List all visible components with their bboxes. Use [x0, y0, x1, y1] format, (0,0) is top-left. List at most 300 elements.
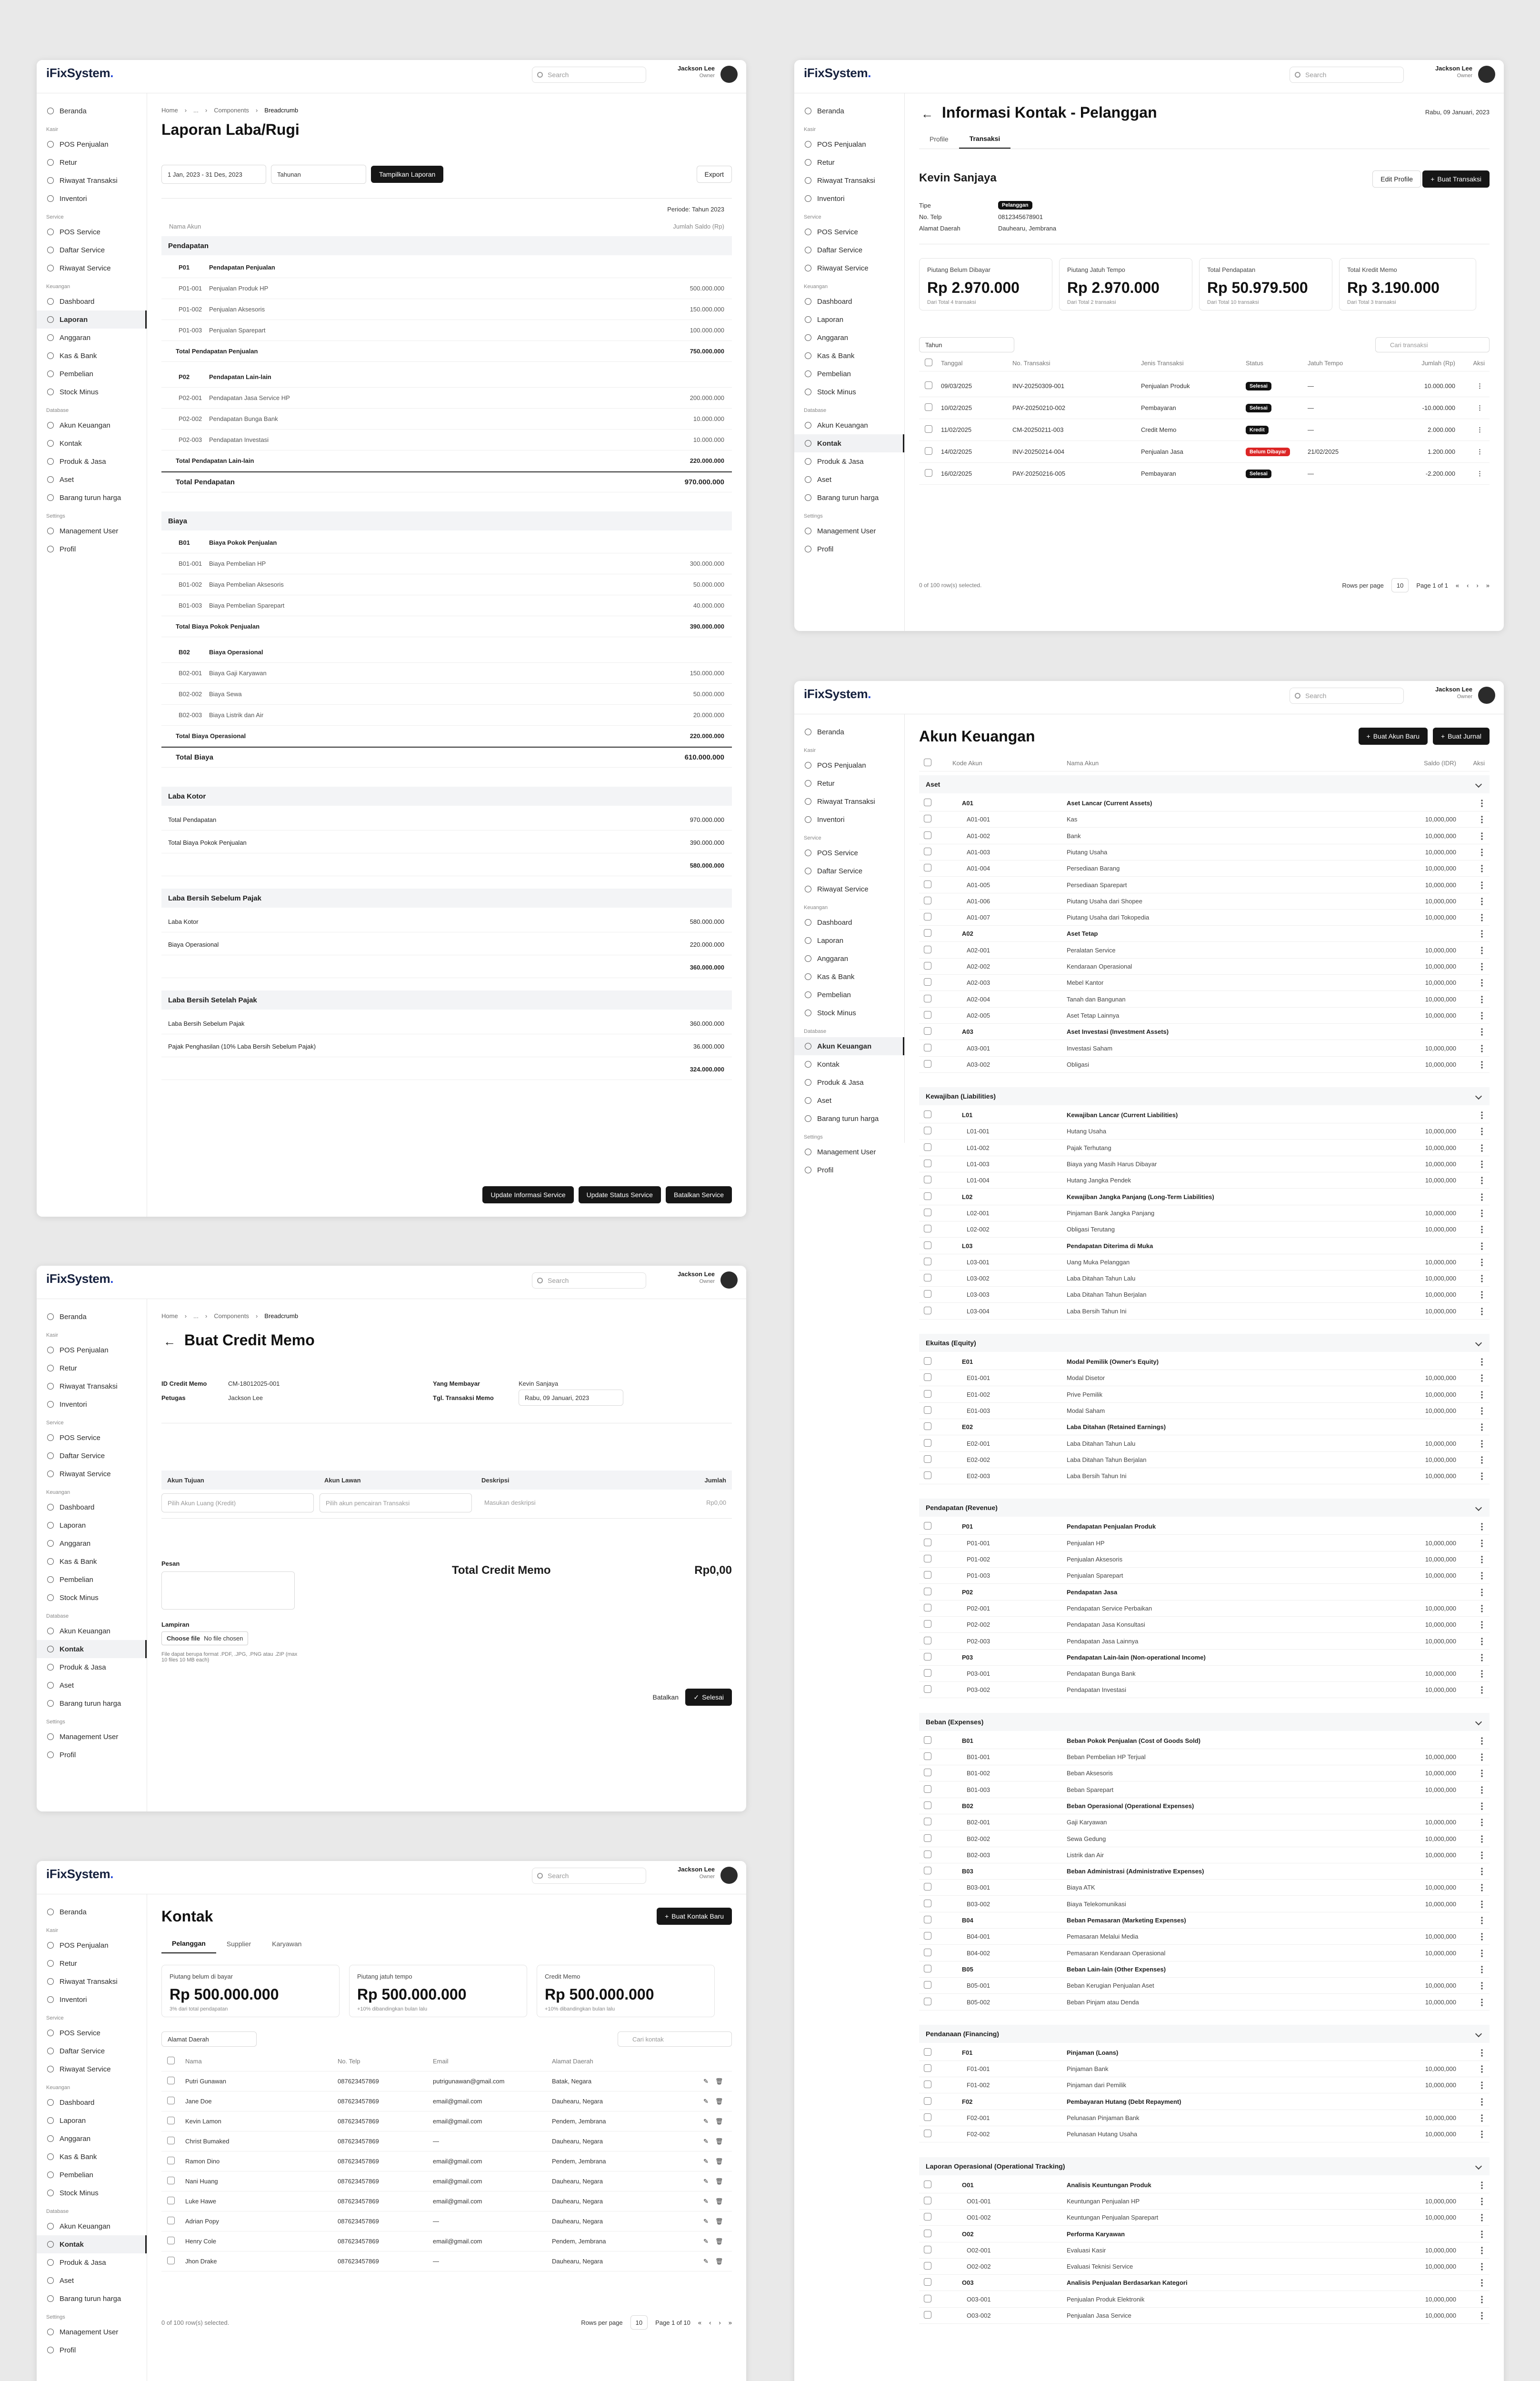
trash-icon[interactable]: 🗑 — [715, 2137, 723, 2145]
sidebar-item-pembelian[interactable] — [37, 2166, 147, 2184]
more-options-icon[interactable] — [1481, 1835, 1483, 1843]
tab-supplier[interactable]: Supplier — [226, 1940, 251, 1948]
tab-pelanggan[interactable]: Pelanggan — [161, 1934, 216, 1953]
table-row[interactable]: F02-002 Pelunasan Hutang Usaha 10,000,000 — [919, 2126, 1490, 2142]
sidebar-item-barang-turun-harga[interactable] — [794, 489, 904, 507]
more-options-icon[interactable]: ⋮ — [1477, 426, 1483, 433]
more-options-icon[interactable] — [1481, 2065, 1483, 2073]
account-group-header[interactable]: Pendanaan (Financing) — [919, 2025, 1490, 2043]
more-options-icon[interactable]: ⋮ — [1477, 404, 1483, 411]
account-group-header[interactable]: Aset — [919, 775, 1490, 793]
sidebar-item-riwayat-transaksi[interactable] — [37, 171, 147, 190]
table-row[interactable]: A01-002 Bank 10,000,000 — [919, 828, 1490, 844]
row-checkbox[interactable] — [924, 1176, 931, 1183]
sidebar-item-pos-penjualan[interactable] — [794, 135, 904, 153]
more-options-icon[interactable] — [1481, 1011, 1483, 1020]
sidebar-item-aset[interactable] — [37, 2271, 147, 2290]
table-row[interactable] — [919, 441, 1490, 463]
table-row[interactable]: P02-001 Pendapatan Service Perbaikan 10,000,000 — [919, 1601, 1490, 1617]
sidebar-item-stock-minus[interactable] — [37, 2184, 147, 2202]
row-checkbox[interactable] — [924, 1307, 931, 1314]
more-options-icon[interactable] — [1481, 1571, 1483, 1580]
more-options-icon[interactable] — [1481, 1932, 1483, 1941]
back-arrow-icon[interactable]: ← — [921, 107, 933, 121]
row-checkbox[interactable] — [924, 995, 931, 1002]
sidebar-item-dashboard[interactable] — [794, 292, 904, 310]
sidebar-item-dashboard[interactable] — [37, 292, 147, 310]
table-row[interactable]: A01-004 Persediaan Barang 10,000,000 — [919, 860, 1490, 877]
table-row[interactable]: L02 Kewajiban Jangka Panjang (Long-Term Liabilities) — [919, 1189, 1490, 1205]
account-group-header[interactable]: Pendapatan (Revenue) — [919, 1499, 1490, 1517]
sidebar-item-stock-minus[interactable] — [37, 1589, 147, 1607]
sidebar-item-produk-jasa[interactable] — [37, 1658, 147, 1676]
table-row[interactable]: A02-003 Mebel Kantor 10,000,000 — [919, 975, 1490, 991]
row-checkbox[interactable] — [924, 1900, 931, 1907]
row-checkbox[interactable] — [924, 962, 931, 970]
table-row[interactable]: P01 Pendapatan Penjualan Produk — [919, 1519, 1490, 1535]
row-checkbox[interactable] — [167, 2217, 175, 2224]
table-row[interactable]: L03 Pendapatan Diterima di Muka — [919, 1238, 1490, 1254]
more-options-icon[interactable] — [1481, 1998, 1483, 2007]
sidebar-item-kontak[interactable] — [37, 1640, 147, 1658]
row-checkbox[interactable] — [924, 1471, 931, 1479]
edit-icon[interactable]: ✎ — [703, 2177, 709, 2185]
search-input[interactable]: Search — [532, 1272, 646, 1289]
sidebar-item-beranda[interactable] — [37, 1903, 147, 1921]
table-row[interactable]: B01-002 Beban Aksesoris 10,000,000 — [919, 1765, 1490, 1781]
row-checkbox[interactable] — [924, 897, 931, 904]
trash-icon[interactable]: 🗑 — [715, 2177, 723, 2185]
table-row[interactable] — [161, 2251, 732, 2271]
more-options-icon[interactable] — [1481, 1949, 1483, 1958]
table-row[interactable]: A03-001 Investasi Saham 10,000,000 — [919, 1040, 1490, 1057]
table-row[interactable]: B01 Beban Pokok Penjualan (Cost of Goods Sold) — [919, 1733, 1490, 1749]
sidebar-item-inventori[interactable] — [37, 1395, 147, 1413]
table-row[interactable]: P02-003 Pendapatan Jasa Lainnya 10,000,000 — [919, 1633, 1490, 1650]
row-checkbox[interactable] — [167, 2097, 175, 2104]
row-checkbox[interactable] — [924, 1373, 931, 1381]
row-checkbox[interactable] — [924, 1258, 931, 1265]
row-checkbox[interactable] — [924, 913, 931, 920]
more-options-icon[interactable] — [1481, 913, 1483, 922]
row-checkbox[interactable] — [924, 1752, 931, 1760]
table-row[interactable]: E01-001 Modal Disetor 10,000,000 — [919, 1370, 1490, 1386]
row-checkbox[interactable] — [924, 1439, 931, 1447]
row-checkbox[interactable] — [924, 1965, 931, 1972]
table-row[interactable] — [919, 419, 1490, 441]
more-options-icon[interactable] — [1481, 1193, 1483, 1201]
row-checkbox[interactable] — [924, 1653, 931, 1661]
more-options-icon[interactable] — [1481, 2230, 1483, 2239]
more-options-icon[interactable] — [1481, 1786, 1483, 1794]
table-row[interactable]: L01-002 Pajak Terhutang 10,000,000 — [919, 1140, 1490, 1156]
row-checkbox[interactable] — [924, 1916, 931, 1923]
sidebar-item-pos-service[interactable] — [37, 1429, 147, 1447]
row-checkbox[interactable] — [924, 1225, 931, 1232]
sidebar-item-dashboard[interactable] — [37, 2093, 147, 2111]
more-options-icon[interactable] — [1481, 1358, 1483, 1366]
table-row[interactable] — [161, 2131, 732, 2151]
row-checkbox[interactable] — [924, 1883, 931, 1891]
update-info-button[interactable]: Update Informasi Service — [482, 1186, 573, 1203]
sidebar-item-kontak[interactable] — [794, 434, 904, 452]
edit-icon[interactable]: ✎ — [703, 2097, 709, 2105]
sidebar-item-laporan[interactable] — [37, 2111, 147, 2130]
row-checkbox[interactable] — [924, 2130, 931, 2137]
sidebar-item-inventori[interactable] — [37, 190, 147, 208]
sidebar-item-pos-service[interactable] — [794, 223, 904, 241]
more-options-icon[interactable] — [1481, 979, 1483, 987]
table-row[interactable]: A02-002 Kendaraan Operasional 10,000,000 — [919, 959, 1490, 975]
row-checkbox[interactable] — [167, 2077, 175, 2084]
period-select[interactable]: Tahunan — [271, 165, 366, 184]
more-options-icon[interactable] — [1481, 930, 1483, 938]
contact-search[interactable]: Cari kontak — [618, 2031, 732, 2047]
tab-karyawan[interactable]: Karyawan — [272, 1940, 302, 1948]
table-row[interactable]: E01 Modal Pemilik (Owner's Equity) — [919, 1354, 1490, 1370]
sidebar-item-pembelian[interactable] — [37, 1571, 147, 1589]
sidebar-item-pos-service[interactable] — [37, 2024, 147, 2042]
table-row[interactable]: E01-002 Prive Pemilik 10,000,000 — [919, 1387, 1490, 1403]
table-row[interactable] — [919, 397, 1490, 419]
sidebar-item-riwayat-transaksi[interactable] — [794, 171, 904, 190]
table-row[interactable]: P03-002 Pendapatan Investasi 10,000,000 — [919, 1682, 1490, 1698]
row-checkbox[interactable] — [924, 1455, 931, 1463]
table-row[interactable] — [919, 463, 1490, 485]
more-options-icon[interactable] — [1481, 1900, 1483, 1909]
more-options-icon[interactable] — [1481, 1242, 1483, 1251]
row-checkbox[interactable] — [924, 864, 931, 871]
table-row[interactable]: E02-001 Laba Ditahan Tahun Lalu 10,000,000 — [919, 1436, 1490, 1452]
table-row[interactable] — [161, 2151, 732, 2171]
sidebar-item-produk-jasa[interactable] — [794, 1073, 904, 1091]
row-checkbox[interactable] — [924, 2278, 931, 2286]
sidebar-item-daftar-service[interactable] — [37, 1447, 147, 1465]
table-row[interactable]: B05-002 Beban Pinjam atau Denda 10,000,000 — [919, 1994, 1490, 2011]
last-page-button[interactable]: » — [1486, 581, 1490, 589]
sidebar-item-akun-keuangan[interactable] — [794, 1037, 904, 1055]
prev-page-button[interactable]: ‹ — [709, 2319, 711, 2326]
row-checkbox[interactable] — [924, 2197, 931, 2204]
sidebar-item-riwayat-service[interactable] — [37, 259, 147, 277]
message-input[interactable] — [161, 1571, 295, 1610]
more-options-icon[interactable] — [1481, 1883, 1483, 1892]
table-row[interactable]: B04-002 Pemasaran Kendaraan Operasional 10,000,000 — [919, 1945, 1490, 1961]
table-row[interactable]: L03-003 Laba Ditahan Tahun Berjalan 10,000,000 — [919, 1287, 1490, 1303]
more-options-icon[interactable] — [1481, 1307, 1483, 1316]
more-options-icon[interactable] — [1481, 881, 1483, 890]
row-checkbox[interactable] — [924, 2230, 931, 2237]
new-journal-button[interactable]: + Buat Jurnal — [1433, 728, 1490, 745]
table-row[interactable]: L02-001 Pinjaman Bank Jangka Panjang 10,000,000 — [919, 1205, 1490, 1221]
more-options-icon[interactable]: ⋮ — [1477, 382, 1483, 390]
table-row[interactable]: B05-001 Beban Kerugian Penjualan Aset 10,000,000 — [919, 1978, 1490, 1994]
sidebar-item-akun-keuangan[interactable] — [37, 2217, 147, 2235]
more-options-icon[interactable] — [1481, 1522, 1483, 1531]
next-page-button[interactable]: › — [1476, 581, 1479, 589]
table-row[interactable]: E02-003 Laba Bersih Tahun Ini 10,000,000 — [919, 1468, 1490, 1484]
table-row[interactable]: L03-002 Laba Ditahan Tahun Lalu 10,000,000 — [919, 1271, 1490, 1287]
table-row[interactable]: O02-001 Evaluasi Kasir 10,000,000 — [919, 2242, 1490, 2259]
more-options-icon[interactable] — [1481, 946, 1483, 955]
row-checkbox[interactable] — [924, 1571, 931, 1579]
row-checkbox[interactable] — [924, 1110, 931, 1118]
row-checkbox[interactable] — [924, 1604, 931, 1611]
more-options-icon[interactable] — [1481, 1028, 1483, 1036]
row-checkbox[interactable] — [924, 1949, 931, 1956]
more-options-icon[interactable] — [1481, 1965, 1483, 1974]
sidebar-item-aset[interactable] — [794, 1091, 904, 1110]
table-row[interactable]: P01-003 Penjualan Sparepart 10,000,000 — [919, 1568, 1490, 1584]
edit-icon[interactable]: ✎ — [703, 2157, 709, 2165]
more-options-icon[interactable]: ⋮ — [1477, 448, 1483, 455]
row-checkbox[interactable] — [924, 2113, 931, 2121]
rows-per-page-select[interactable]: 10 — [1391, 578, 1409, 592]
more-options-icon[interactable] — [1481, 995, 1483, 1004]
more-options-icon[interactable] — [1481, 1686, 1483, 1694]
sidebar-item-pos-service[interactable] — [37, 223, 147, 241]
row-checkbox[interactable] — [924, 1060, 931, 1068]
trash-icon[interactable]: 🗑 — [715, 2237, 723, 2245]
row-checkbox[interactable] — [924, 2246, 931, 2253]
amount-input[interactable]: Rp0,00 — [706, 1499, 726, 1506]
sidebar-item-akun-keuangan[interactable] — [37, 1622, 147, 1640]
row-checkbox[interactable] — [924, 1588, 931, 1595]
row-checkbox[interactable] — [924, 1241, 931, 1249]
row-checkbox[interactable] — [924, 880, 931, 888]
row-checkbox[interactable] — [925, 469, 932, 477]
sidebar-item-profil[interactable] — [37, 540, 147, 558]
sidebar-item-beranda[interactable] — [794, 723, 904, 741]
sidebar-item-management-user[interactable] — [37, 522, 147, 540]
table-row[interactable]: O01 Analisis Keuntungan Produk — [919, 2177, 1490, 2193]
row-checkbox[interactable] — [924, 2295, 931, 2302]
row-checkbox[interactable] — [167, 2177, 175, 2184]
account-group-header[interactable]: Ekuitas (Equity) — [919, 1334, 1490, 1352]
sidebar-item-riwayat-service[interactable] — [37, 2060, 147, 2078]
sidebar-item-anggaran[interactable] — [794, 950, 904, 968]
sidebar-item-barang-turun-harga[interactable] — [37, 489, 147, 507]
more-options-icon[interactable] — [1481, 1737, 1483, 1745]
row-checkbox[interactable] — [924, 2048, 931, 2056]
more-options-icon[interactable] — [1481, 2213, 1483, 2222]
row-checkbox[interactable] — [924, 1390, 931, 1398]
row-checkbox[interactable] — [924, 1406, 931, 1414]
table-row[interactable]: B04 Beban Pemasaran (Marketing Expenses) — [919, 1912, 1490, 1929]
sidebar-item-dashboard[interactable] — [794, 913, 904, 931]
table-row[interactable]: B02-003 Listrik dan Air 10,000,000 — [919, 1847, 1490, 1863]
more-options-icon[interactable] — [1481, 2098, 1483, 2106]
table-row[interactable]: B02-002 Sewa Gedung 10,000,000 — [919, 1831, 1490, 1847]
more-options-icon[interactable] — [1481, 1621, 1483, 1629]
row-checkbox[interactable] — [167, 2257, 175, 2264]
row-checkbox[interactable] — [924, 1736, 931, 1744]
more-options-icon[interactable] — [1481, 897, 1483, 906]
row-checkbox[interactable] — [924, 815, 931, 822]
table-row[interactable]: P02-002 Pendapatan Jasa Konsultasi 10,000,000 — [919, 1617, 1490, 1633]
sidebar-item-laporan[interactable] — [37, 1516, 147, 1534]
table-row[interactable]: A01-007 Piutang Usaha dari Tokopedia 10,000,000 — [919, 910, 1490, 926]
trash-icon[interactable]: 🗑 — [715, 2077, 723, 2085]
row-checkbox[interactable] — [924, 2064, 931, 2072]
sidebar-item-kontak[interactable] — [37, 434, 147, 452]
more-options-icon[interactable] — [1481, 1753, 1483, 1761]
done-button[interactable]: ✓ Selesai — [685, 1689, 732, 1706]
more-options-icon[interactable] — [1481, 1060, 1483, 1069]
first-page-button[interactable]: « — [698, 2319, 702, 2326]
sidebar-item-kas-bank[interactable] — [794, 968, 904, 986]
sidebar-item-beranda[interactable] — [37, 1308, 147, 1326]
sidebar-item-laporan[interactable] — [37, 310, 147, 329]
search-input[interactable]: Search — [1290, 688, 1404, 704]
sidebar-item-management-user[interactable] — [794, 1143, 904, 1161]
more-options-icon[interactable] — [1481, 2311, 1483, 2320]
row-checkbox[interactable] — [925, 381, 932, 389]
row-checkbox[interactable] — [167, 2237, 175, 2244]
sidebar-item-riwayat-transaksi[interactable] — [37, 1377, 147, 1395]
sidebar-item-dashboard[interactable] — [37, 1498, 147, 1516]
table-row[interactable]: B02-001 Gaji Karyawan 10,000,000 — [919, 1814, 1490, 1831]
table-row[interactable]: B03-001 Biaya ATK 10,000,000 — [919, 1880, 1490, 1896]
table-row[interactable]: A02-004 Tanah dan Bangunan 10,000,000 — [919, 991, 1490, 1008]
row-checkbox[interactable] — [924, 1998, 931, 2005]
sidebar-item-stock-minus[interactable] — [794, 1004, 904, 1022]
more-options-icon[interactable] — [1481, 2262, 1483, 2271]
table-row[interactable]: B02 Beban Operasional (Operational Expenses) — [919, 1798, 1490, 1814]
table-row[interactable] — [161, 2171, 732, 2191]
table-row[interactable]: P03 Pendapatan Lain-lain (Non-operational Income) — [919, 1650, 1490, 1666]
sidebar-item-pembelian[interactable] — [37, 365, 147, 383]
sidebar-item-riwayat-service[interactable] — [37, 1465, 147, 1483]
row-checkbox[interactable] — [924, 978, 931, 986]
table-row[interactable]: L03-001 Uang Muka Pelanggan 10,000,000 — [919, 1254, 1490, 1271]
row-checkbox[interactable] — [924, 1785, 931, 1793]
account-group-header[interactable]: Kewajiban (Liabilities) — [919, 1087, 1490, 1105]
sidebar-item-laporan[interactable] — [794, 310, 904, 329]
sidebar-item-pos-penjualan[interactable] — [37, 135, 147, 153]
more-options-icon[interactable] — [1481, 1258, 1483, 1267]
sidebar-item-retur[interactable] — [794, 774, 904, 792]
avatar[interactable] — [1478, 687, 1495, 704]
row-checkbox[interactable] — [924, 1801, 931, 1809]
sidebar-item-retur[interactable] — [794, 153, 904, 171]
row-checkbox[interactable] — [924, 946, 931, 953]
sidebar-item-riwayat-transaksi[interactable] — [794, 792, 904, 810]
tab-profile[interactable]: Profile — [930, 135, 949, 143]
export-button[interactable]: Export — [697, 166, 732, 183]
transaction-search[interactable]: Cari transaksi — [1375, 337, 1490, 352]
more-options-icon[interactable] — [1481, 848, 1483, 857]
table-row[interactable]: O02-002 Evaluasi Teknisi Service 10,000,000 — [919, 2259, 1490, 2275]
edit-icon[interactable]: ✎ — [703, 2257, 709, 2265]
prev-page-button[interactable]: ‹ — [1467, 581, 1469, 589]
sidebar-item-beranda[interactable] — [794, 102, 904, 120]
more-options-icon[interactable] — [1481, 1044, 1483, 1053]
sidebar-item-pembelian[interactable] — [794, 986, 904, 1004]
table-row[interactable]: L01-001 Hutang Usaha 10,000,000 — [919, 1123, 1490, 1140]
file-input[interactable]: Choose file No file chosen — [161, 1631, 248, 1645]
sidebar-item-profil[interactable] — [37, 1746, 147, 1764]
sidebar-item-daftar-service[interactable] — [37, 241, 147, 259]
cancel-service-button[interactable]: Batalkan Service — [666, 1186, 732, 1203]
table-row[interactable]: A02-005 Aset Tetap Lainnya 10,000,000 — [919, 1008, 1490, 1024]
row-checkbox[interactable] — [924, 1981, 931, 1989]
table-row[interactable] — [919, 375, 1490, 397]
row-checkbox[interactable] — [924, 1867, 931, 1874]
memo-date-picker[interactable]: Rabu, 09 Januari, 2023 — [519, 1390, 623, 1406]
sidebar-item-produk-jasa[interactable] — [794, 452, 904, 470]
more-options-icon[interactable] — [1481, 1456, 1483, 1464]
table-row[interactable]: A01-001 Kas 10,000,000 — [919, 811, 1490, 828]
more-options-icon[interactable] — [1481, 2295, 1483, 2304]
edit-icon[interactable]: ✎ — [703, 2237, 709, 2245]
more-options-icon[interactable] — [1481, 1160, 1483, 1169]
table-row[interactable]: F02-001 Pelunasan Pinjaman Bank 10,000,000 — [919, 2110, 1490, 2126]
table-row[interactable]: E02-002 Laba Ditahan Tahun Berjalan 10,000,000 — [919, 1452, 1490, 1468]
date-range-picker[interactable]: 1 Jan, 2023 - 31 Des, 2023 — [161, 165, 266, 184]
more-options-icon[interactable] — [1481, 1769, 1483, 1778]
select-all-checkbox[interactable] — [924, 759, 931, 766]
more-options-icon[interactable] — [1481, 1423, 1483, 1431]
more-options-icon[interactable] — [1481, 864, 1483, 873]
target-account-select[interactable]: Pilih Akun Luang (Kredit) — [161, 1493, 314, 1512]
row-checkbox[interactable] — [924, 1274, 931, 1281]
row-checkbox[interactable] — [167, 2137, 175, 2144]
row-checkbox[interactable] — [924, 1127, 931, 1134]
row-checkbox[interactable] — [924, 1522, 931, 1530]
trash-icon[interactable]: 🗑 — [715, 2257, 723, 2265]
table-row[interactable]: L03-004 Laba Bersih Tahun Ini 10,000,000 — [919, 1303, 1490, 1320]
row-checkbox[interactable] — [924, 2262, 931, 2270]
row-checkbox[interactable] — [924, 1555, 931, 1562]
avatar[interactable] — [720, 66, 738, 83]
sidebar-item-retur[interactable] — [37, 1359, 147, 1377]
table-row[interactable]: E02 Laba Ditahan (Retained Earnings) — [919, 1419, 1490, 1435]
table-row[interactable] — [161, 2211, 732, 2231]
sidebar-item-aset[interactable] — [37, 470, 147, 489]
row-checkbox[interactable] — [924, 831, 931, 839]
edit-icon[interactable]: ✎ — [703, 2197, 709, 2205]
more-options-icon[interactable] — [1481, 1111, 1483, 1120]
row-checkbox[interactable] — [924, 1669, 931, 1677]
row-checkbox[interactable] — [924, 1027, 931, 1035]
table-row[interactable]: F01 Pinjaman (Loans) — [919, 2045, 1490, 2061]
table-row[interactable]: F01-002 Pinjaman dari Pemilik 10,000,000 — [919, 2077, 1490, 2093]
row-checkbox[interactable] — [167, 2117, 175, 2124]
table-row[interactable]: F02 Pembayaran Hutang (Debt Repayment) — [919, 2094, 1490, 2110]
row-checkbox[interactable] — [924, 1834, 931, 1842]
row-checkbox[interactable] — [924, 1044, 931, 1051]
row-checkbox[interactable] — [924, 1143, 931, 1151]
row-checkbox[interactable] — [925, 403, 932, 411]
avatar[interactable] — [720, 1271, 738, 1289]
row-checkbox[interactable] — [924, 1192, 931, 1200]
sidebar-item-anggaran[interactable] — [37, 329, 147, 347]
row-checkbox[interactable] — [924, 1422, 931, 1430]
sidebar-item-daftar-service[interactable] — [794, 241, 904, 259]
first-page-button[interactable]: « — [1455, 581, 1460, 589]
row-checkbox[interactable] — [924, 1769, 931, 1776]
sidebar-item-barang-turun-harga[interactable] — [37, 2290, 147, 2308]
row-checkbox[interactable] — [167, 2157, 175, 2164]
sidebar-item-retur[interactable] — [37, 1954, 147, 1972]
row-checkbox[interactable] — [924, 2081, 931, 2088]
avatar[interactable] — [720, 1867, 738, 1884]
table-row[interactable]: P01-002 Penjualan Aksesoris 10,000,000 — [919, 1551, 1490, 1568]
row-checkbox[interactable] — [167, 2197, 175, 2204]
search-input[interactable]: Search — [532, 67, 646, 83]
row-checkbox[interactable] — [924, 1818, 931, 1825]
